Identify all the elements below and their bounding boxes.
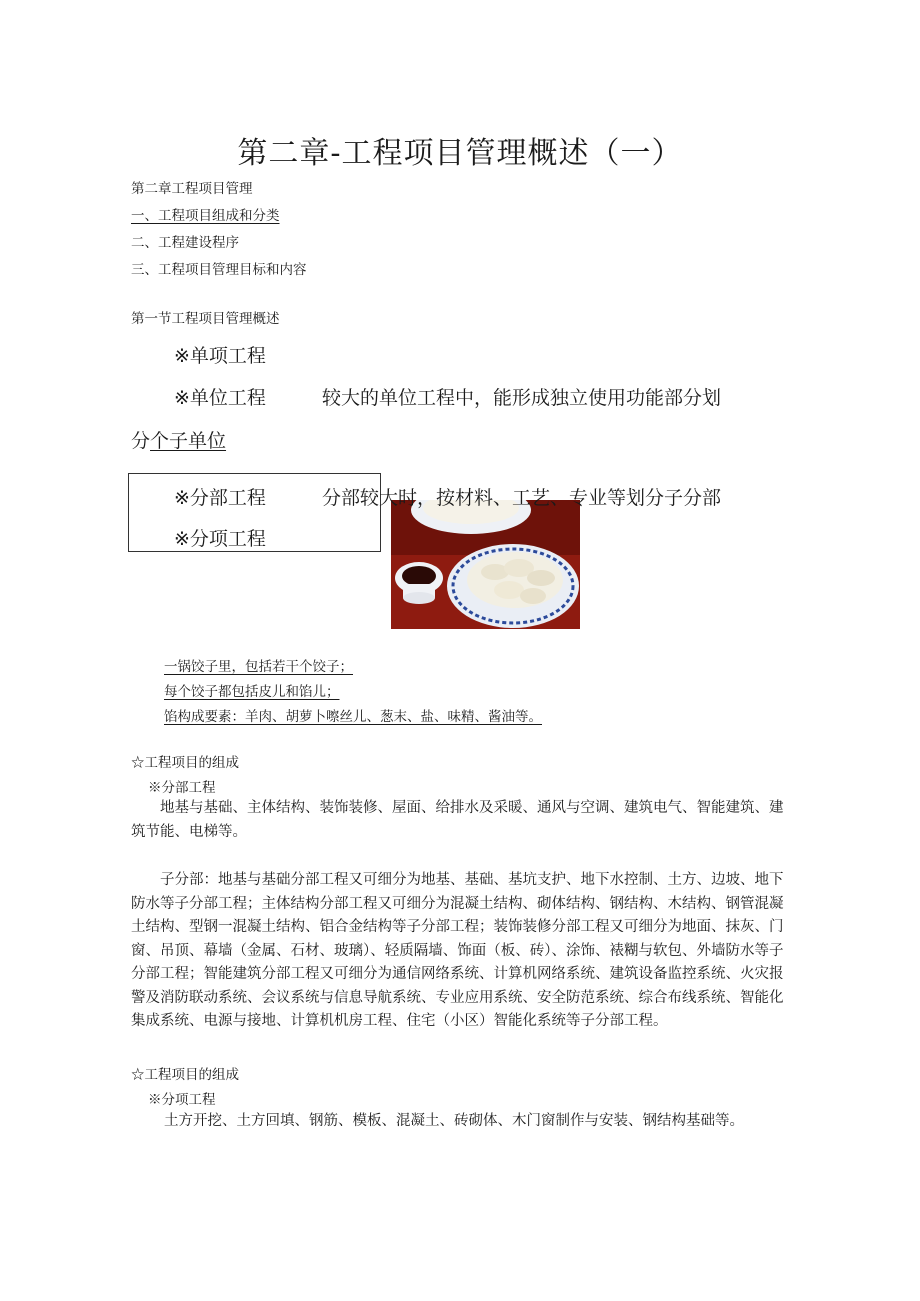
term-unit: ※单位工程 xyxy=(174,387,266,409)
division-paragraph: 地基与基础、主体结构、装饰装修、屋面、给排水及采暖、通风与空调、建筑电气、智能建筑、建筑节能、电梯等。 xyxy=(131,800,784,840)
outline-item-1: 一、工程项目组成和分类 xyxy=(131,208,280,224)
composition-heading: ☆工程项目的组成 xyxy=(131,755,239,771)
outline-heading: 第二章工程项目管理 xyxy=(131,181,253,197)
sub-item-paragraph: 土方开挖、土方回填、钢筋、模板、混凝土、砖砌体、木门窗制作与安装、钢结构基础等。 xyxy=(164,1113,744,1129)
dumpling-line-1: 一锅饺子里，包括若干个饺子； xyxy=(164,659,353,675)
composition-heading-2: ☆工程项目的组成 xyxy=(131,1067,239,1083)
composition-subheading: ※分部工程 xyxy=(148,780,216,796)
term-unit-description-continued: 分个子单位 xyxy=(131,430,227,452)
page-title: 第二章-工程项目管理概述（一） xyxy=(237,136,683,171)
dumpling-line-2: 每个饺子都包括皮儿和馅儿； xyxy=(164,684,340,700)
term-sub-item: ※分项工程 xyxy=(174,528,266,550)
term-single-item: ※单项工程 xyxy=(174,345,266,367)
dumplings-photo xyxy=(391,500,580,629)
term-unit-description: 较大的单位工程中，能形成独立使用功能部分划 xyxy=(322,387,722,409)
term-division: ※分部工程 xyxy=(174,487,266,509)
sub-division-paragraph: 子分部：地基与基础分部工程又可细分为地基、基础、基坑支护、地下水控制、土方、边坡、地下防水等子分部工程；主体结构分部工程又可细分为混凝土结构、砌体结构、钢结构、木结构、钢管混凝土结构、型钢一混凝土结构、铝合金结构等子分部工程；装饰装修分部工程又可细分为地面、抹灰、门窗、吊顶、幕墙（金属、石材、玻璃）、轻质隔墙、饰面（板、砖）、涂饰、裱糊与软包、外墙防水等子分部工程；智能建筑分部工程又可细分为通信网络系统、计算机网络系统、建筑设备监控系统、火灾报警及消防联动系统、会议系统与信息导航系统、专业应用系统、安全防范系统、综合布线系统、智能化集成系统、电源与接地、计算机机房工程、住宅（小区）智能化系统等子分部工程。 xyxy=(131,872,784,1029)
outline-item-3: 三、工程项目管理目标和内容 xyxy=(131,262,307,278)
outline-item-2: 二、工程建设程序 xyxy=(131,235,239,251)
term-division-description: 分部较大时，按材料、工艺、专业等划分子分部 xyxy=(322,487,722,509)
composition-subheading-2: ※分项工程 xyxy=(148,1092,216,1108)
section-heading: 第一节工程项目管理概述 xyxy=(131,311,280,327)
dumpling-line-3: 馅构成要素：羊肉、胡萝卜嚓丝儿、葱末、盐、味精、酱油等。 xyxy=(164,709,542,725)
